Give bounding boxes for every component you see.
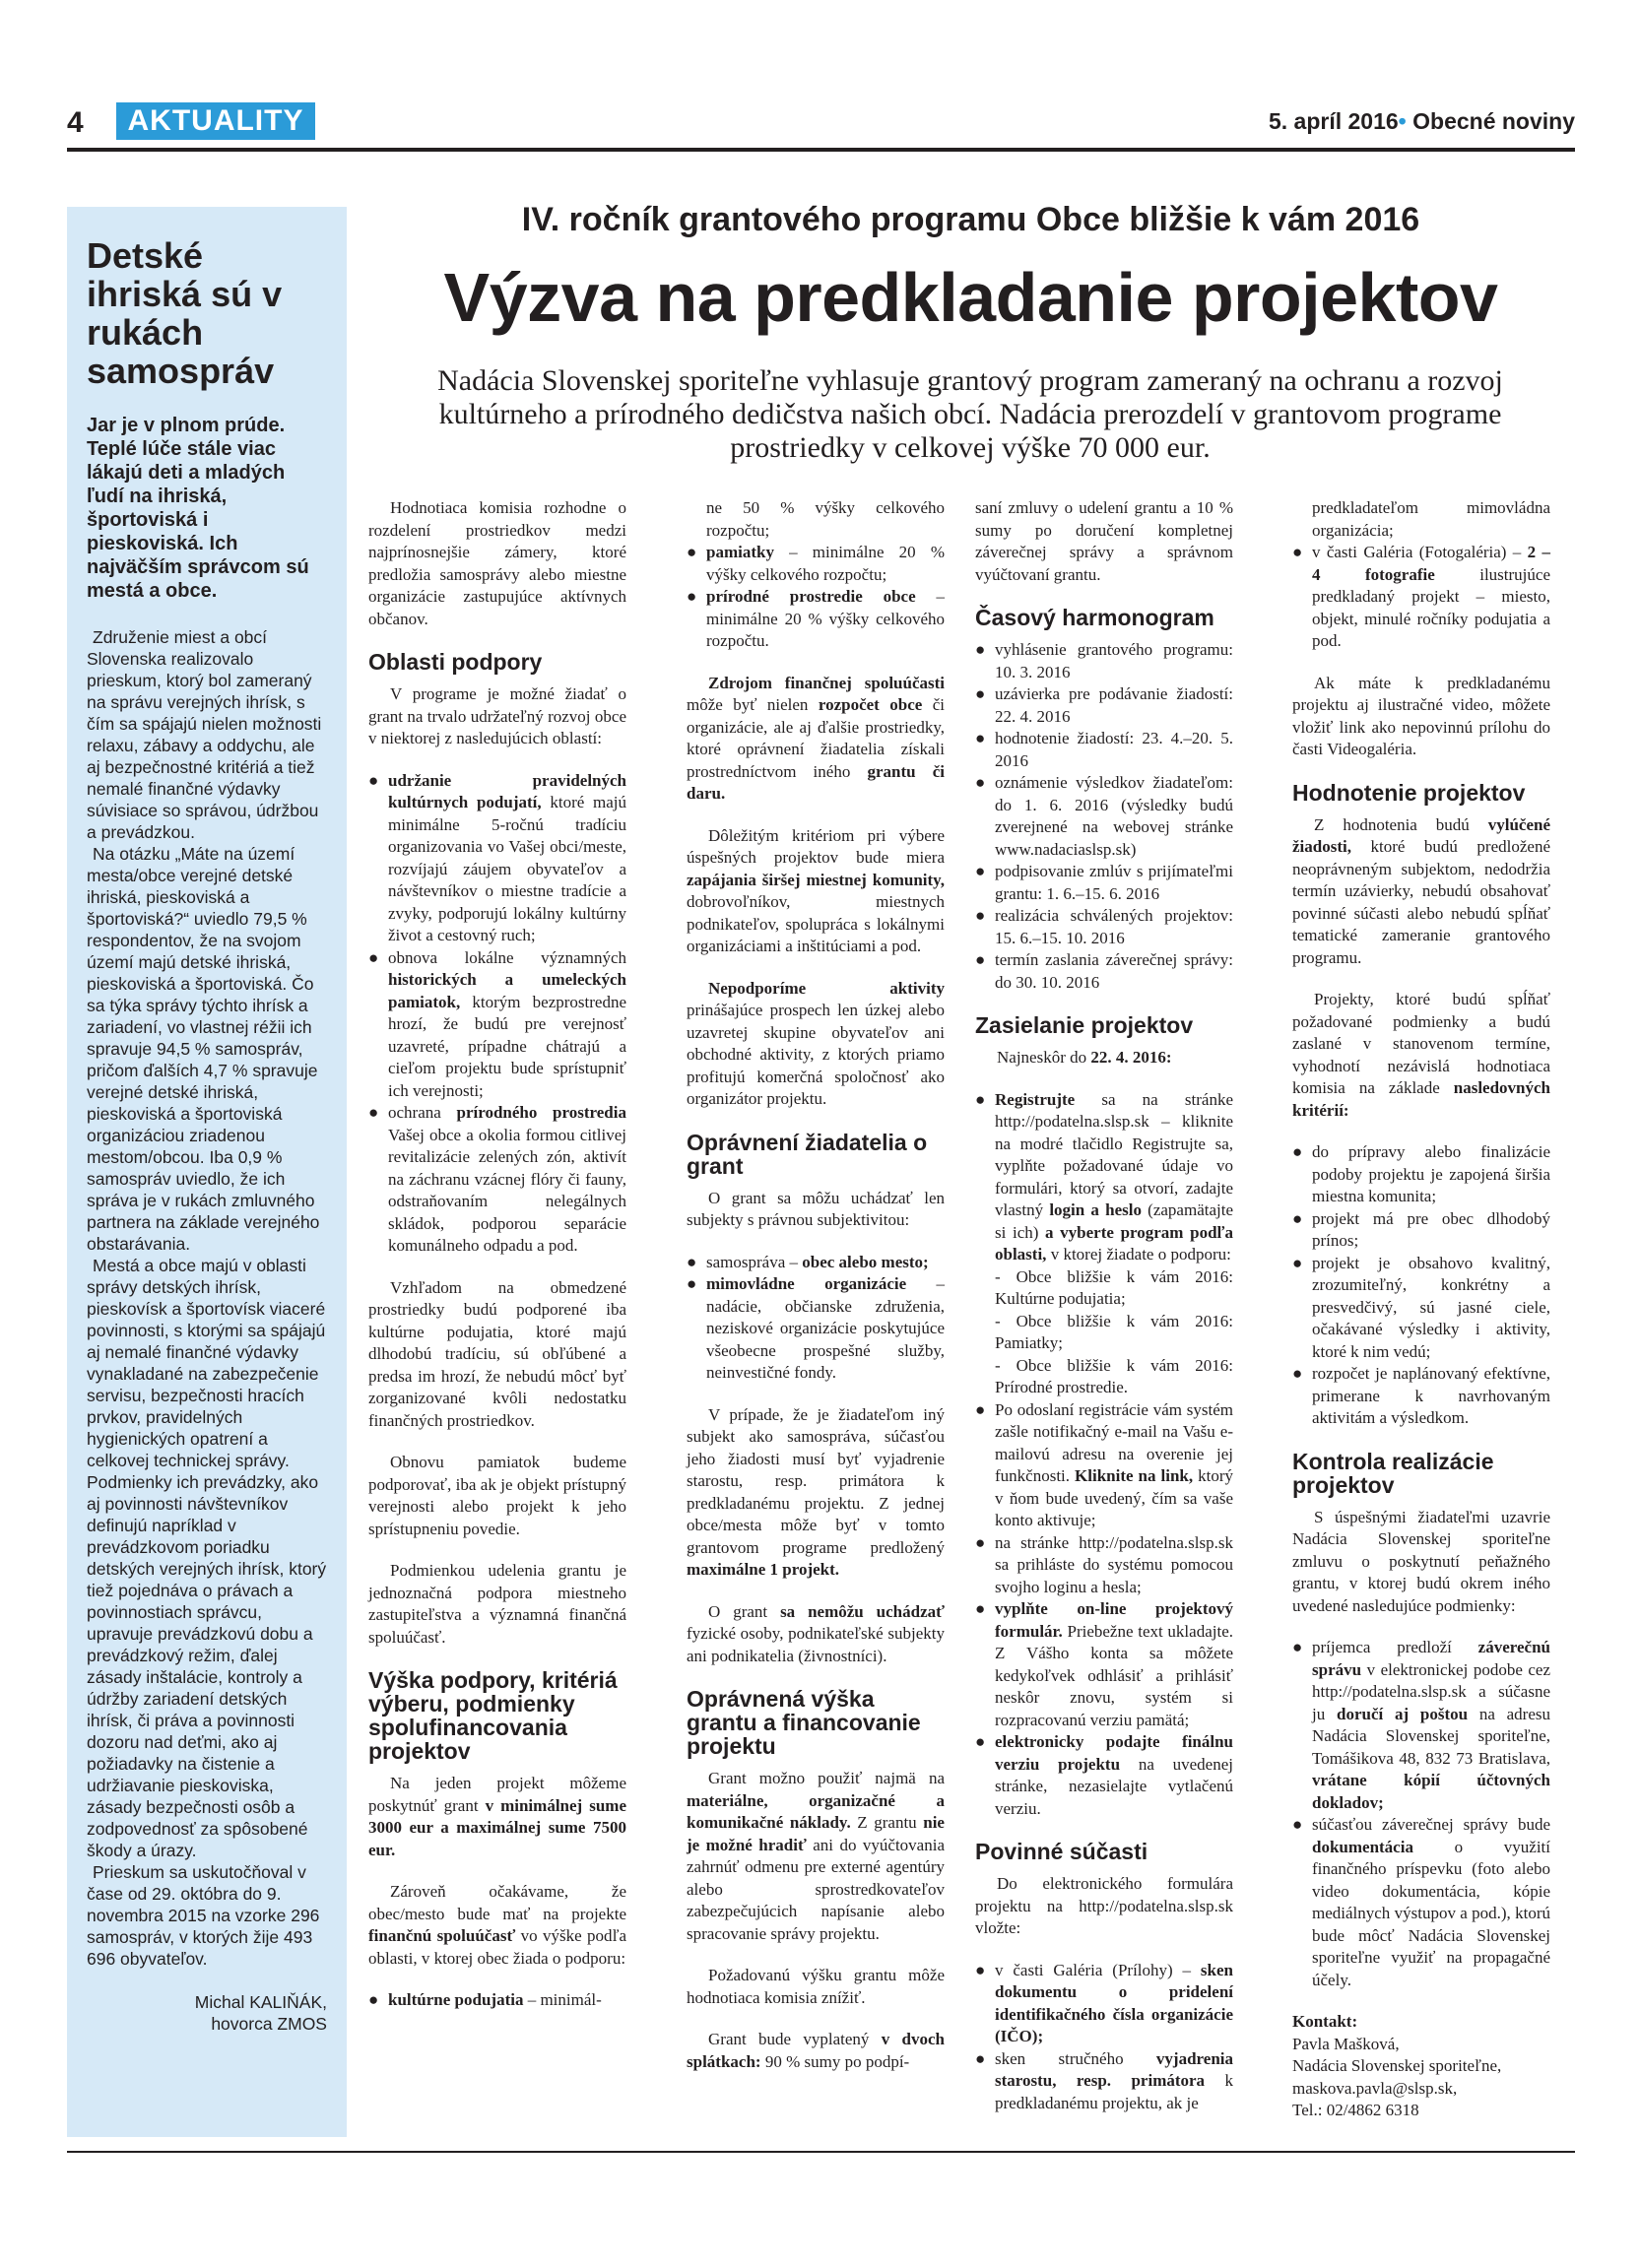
list-item — [368, 947, 626, 1103]
paragraph — [1292, 989, 1550, 1122]
text: (zapamätajte si ich) — [995, 1200, 1233, 1242]
subheading-oblasti: Oblasti podpory — [368, 649, 543, 675]
continued-text: ne 50 % výšky celkového rozpočtu; — [706, 498, 945, 540]
text: príjemca predloží — [1312, 1638, 1478, 1656]
bold-text: login a heslo — [1049, 1200, 1142, 1219]
bold-text: maximálne 1 projekt. — [687, 1560, 840, 1579]
text: sken stručného — [995, 2048, 1156, 2068]
article-kicker: IV. ročník grantového programu Obce bližšie k vám 2016 — [521, 201, 1420, 238]
text: obnova lokálne významných — [388, 947, 626, 967]
required-parts-list — [975, 1960, 1233, 2115]
paragraph: Ak máte k predkladanému projektu aj ilustračné video, môžete vložiť link ako nepovinnú prílohu do časti Videogaléria. — [1292, 673, 1550, 758]
text: ktorý v ňom bude uvedený, čím sa vaše konto aktivuje; — [995, 1466, 1233, 1529]
bold-text: prírodného prostredia — [456, 1103, 626, 1122]
text: vo výške podľa oblasti, v ktorej obec žiada o podporu: — [368, 1926, 626, 1968]
bold-text: Registrujte — [995, 1089, 1076, 1109]
paragraph: Vzhľadom na obmedzené prostriedky budú podporené iba kultúrne podujatia, ktoré majú dlhodobú tradíciu, sú obľúbené a predsa im hrozí, že nebudú môcť byť zorganizované kvôli nedostatku finančných prostriedkov. — [368, 1277, 626, 1430]
text: – minimálne 20 % výšky celkového rozpočtu. — [706, 587, 945, 650]
required-parts-list-cont — [1292, 542, 1550, 653]
text: v časti Galéria (Fotogaléria) – — [1312, 543, 1528, 561]
contact-label: Kontakt: — [1292, 2012, 1358, 2031]
list-item: ● na stránke http://podatelna.slsp.sk sa prihláste do systému pomocou svojho loginu a hesla; — [975, 1532, 1233, 1599]
bold-text: zapájania širšej miestnej komunity, — [687, 870, 945, 889]
list-item — [1292, 1814, 1550, 1991]
program-option: - Obce bližšie k vám 2016: Prírodné prostredie. — [995, 1355, 1233, 1396]
paragraph: O grant sa môžu uchádzať len subjekty s právnou subjektivitou: — [687, 1188, 945, 1229]
cofinancing-list — [368, 1989, 626, 2012]
sidebar-body — [87, 626, 327, 1970]
list-item — [687, 1273, 945, 1385]
text: môže byť nielen — [687, 695, 819, 714]
text: súčasťou záverečnej správy bude — [1312, 1815, 1550, 1834]
contact-line: Pavla Mašková, — [1292, 2034, 1400, 2053]
text: v elektronickej podobe cez http://podatelna.slsp.sk a súčasne ju — [1312, 1659, 1550, 1723]
paragraph — [687, 1601, 945, 1668]
list-item — [368, 770, 626, 947]
bold-text: obec alebo mesto; — [802, 1252, 929, 1271]
text: na uvedenej stránke, nezasielajte vytlačenú verziu. — [995, 1754, 1233, 1818]
author-name: Michal KALIŇÁK, — [194, 1992, 327, 2012]
text: Projekty, ktoré budú spĺňať požadované podmienky a budú zaslané v stanovenom termíne, vyhodnotí nezávislá hodnotiaca komisia na základe — [1292, 990, 1550, 1097]
paragraph — [687, 825, 945, 958]
list-item — [687, 542, 945, 586]
list-item: ● do prípravy alebo finalizácie podoby projektu je zapojená širšia miestna komunita; — [1292, 1141, 1550, 1208]
criteria-list — [1292, 1141, 1550, 1430]
text: samospráva – — [706, 1252, 803, 1271]
text: o využití finančného príspevku (foto alebo video dokumentácia, kópie mediálnych výstupov a pod.), ktorú bude môcť Nadácia Slovenskej sporiteľne využiť na propagačné účely. — [1312, 1837, 1550, 1989]
list-item — [975, 1731, 1233, 1820]
bold-text: Nepodporíme aktivity — [708, 978, 945, 998]
list-item: ● uzávierka pre podávanie žiadostí: 22. 4. 2016 — [975, 683, 1233, 728]
text: V prípade, že je žiadateľom iný subjekt ako samospráva, súčasťou jeho žiadosti musí byť vyjadrenie starostu, resp. primátora k predkladanému projektu. Z jednej obce/mesta môže byť v tomto grantovom programe predložený — [687, 1404, 945, 1557]
article-title: Výzva na predkladanie projektov — [443, 259, 1498, 336]
text: – minimál- — [523, 1990, 602, 2009]
header-rule — [67, 148, 1575, 152]
paragraph — [368, 1773, 626, 1861]
text: – nadácie, občianske združenia, neziskové organizácie poskytujúce všeobecne prospešné služby, neinvestičné fondy. — [706, 1274, 945, 1382]
list-item: ● podpisovanie zmlúv s prijímateľmi grantu: 1. 6.–15. 6. 2016 — [975, 861, 1233, 905]
list-item — [975, 1960, 1233, 2048]
subheading-hodnotenie: Hodnotenie projektov — [1292, 779, 1526, 806]
paragraph: V programe je možné žiadať o grant na trvalo udržateľný rozvoj obce v niektorej z nasledujúcich oblastí: — [368, 684, 626, 747]
subheading-harmonogram: Časový harmonogram — [975, 605, 1214, 630]
submission-steps-list-cont — [975, 1399, 1233, 1821]
sidebar-paragraph: Mestá a obce majú v oblasti správy detských ihrísk, pieskovísk a športovísk viaceré povinnosti, s ktorými sa spájajú aj nemalé finančné výdavky vynakladané na zabezpečenie servisu, bezpečnosti hracích prvkov, pravidelných hygienických opatrení a celkovej technickej správy. Podmienky ich prevádzky, ako aj povinnosti návštevníkov definujú napríklad v prevádzkovom poriadku detských verejných ihrísk, ktorý tiež pojednáva o právach a povinnostiach správcu, upravuje prevádzkovú dobu a prevádzkový režim, ďalej zásady inštalácie, kontroly a údržby zariadení detských ihrísk, či práva a povinnosti dozoru nad deťmi, ako aj požiadavky na čistenie a udržiavanie pieskoviska, zásady bezpečnosti osôb a zodpovednosť za spôsobené škody a úrazy. — [87, 1256, 327, 1860]
list-item — [687, 586, 945, 653]
text: ktorým bezprostredne hrozí, že budú pre verejnosť uzavreté, prípadne chátrajú a cieľom projektu bude sprístupniť ich verejnosti; — [388, 992, 626, 1100]
list-item: ● oznámenie výsledkov žiadateľom: do 1. 6. 2016 (výsledky budú zverejnené na webovej stránke www.nadaciaslsp.sk) — [975, 772, 1233, 861]
program-option: - Obce bližšie k vám 2016: Pamiatky; — [995, 1311, 1233, 1352]
list-item: ● hodnotenie žiadostí: 23. 4.–20. 5. 2016 — [975, 728, 1233, 772]
subheading-povinne: Povinné súčasti — [975, 1839, 1148, 1864]
list-item — [975, 1399, 1233, 1532]
list-item — [975, 2048, 1233, 2115]
bold-text: grantu či daru. — [687, 761, 945, 803]
text: ani do vyúčtovania zahrnúť odmenu pre externé agentúry alebo sprostredkovateľov zabezpečujúcich napísanie alebo spracovanie správy projektu. — [687, 1835, 945, 1943]
text: Zároveň očakávame, že obec/mesto bude mať na projekte — [368, 1882, 626, 1923]
text: v ktorej žiadate o podporu: — [1046, 1245, 1231, 1264]
text: v časti Galéria (Prílohy) – — [995, 1960, 1201, 1979]
bold-text: udržanie pravidelných kultúrnych podujatí, — [388, 770, 626, 811]
issue-date: 5. apríl 2016 — [1268, 108, 1399, 134]
sidebar-title: Detské ihriská sú v rukách samospráv — [87, 235, 283, 391]
support-areas-list — [368, 770, 626, 1258]
bold-text: finančnú spoluúčasť — [368, 1926, 516, 1945]
text: O grant — [708, 1601, 781, 1621]
conditions-list — [1292, 1637, 1550, 1991]
paragraph — [687, 673, 945, 806]
sidebar-paragraph: Združenie miest a obcí Slovenska realizovalo prieskum, ktorý bol zameraný na správu verejných ihrísk, s čím sa spájajú nielen možnosti relaxu, zábavy a oddychu, ale aj bezpečnostné kritériá a tiež nemalé finančné výdavky súvisiace so správou, údržbou a prevádzkou. — [87, 627, 322, 842]
article-lead: Nadácia Slovenskej sporiteľne vyhlasuje grantový program zameraný na ochranu a rozvoj kultúrneho a prírodného dedičstva našich obcí. Nadácia prerozdelí v grantovom programe prostriedky v celkovej výške 70 000 eur. — [437, 364, 1503, 464]
bold-text: nie je možné hradiť — [687, 1813, 945, 1854]
sidebar-box — [67, 207, 347, 2137]
text: Priebežne text ukladajte. Z Vášho konta sa môžete kedykoľvek odhlásiť a prihlásiť neskôr znovu, systém si rozpracovanú verziu pamätá; — [995, 1621, 1233, 1729]
schedule-list — [975, 639, 1233, 994]
paragraph: Podmienkou udelenia grantu je jednoznačná podpora miestneho zastupiteľstva a významná finančná spoluúčasť. — [368, 1561, 626, 1647]
article-column-2 — [687, 497, 945, 2093]
bold-text: v minimálnej sume 3000 eur a maximálnej sume 7500 eur. — [368, 1795, 626, 1859]
sidebar-author — [87, 1991, 327, 2035]
bold-text: materiálne, organizačné a komunikačné náklady. — [687, 1790, 945, 1832]
cofinancing-list-cont — [687, 542, 945, 653]
sidebar-paragraph: Na otázku „Máte na území mesta/obce verejné detské ihriská, pieskoviská a športoviská?“ uviedlo 79,5 % respondentov, že na svojom území majú detské ihriská, pieskoviská a športoviská. Čo sa týka správy týchto ihrísk a zariadení, vo vlastnej réžii ich spravuje 94,5 % samospráv, pričom ďalších 4,7 % spravuje verejné detské ihriská, pieskoviská a športoviská organizáciou zriadenou mestom/obcou. Iba 0,9 % samospráv uviedlo, že ich správa je v rukách zmluvného partnera na základe verejného obstarávania. — [87, 844, 320, 1254]
list-item: ● realizácia schválených projektov: 15. 6.–15. 10. 2016 — [975, 905, 1233, 949]
paragraph — [687, 2029, 945, 2073]
paragraph — [687, 1768, 945, 1945]
text: ilustrujúce predkladaný projekt – miesto, objekt, minulé ročníky podujatia a pod. — [1312, 564, 1550, 650]
list-item: ● rozpočet je naplánovaný efektívne, primerane k navrhovaným aktivitám a výsledkom. — [1292, 1363, 1550, 1430]
text: ktoré budú predložené neoprávneným subjektom, nedodržia termín uzávierky, nebudú obsahovať povinné súčasti alebo nebudú spĺňať tematické zameranie grantového programu. — [1292, 837, 1550, 967]
eligible-applicants-list — [687, 1252, 945, 1385]
paragraph — [1292, 814, 1550, 970]
submission-steps-list — [975, 1089, 1233, 1266]
separator-dot: • — [1398, 108, 1407, 134]
bold-text: Kliknite na link, — [1075, 1466, 1194, 1485]
bold-text: elektronicky podajte finálnu verziu projektu — [995, 1732, 1233, 1774]
bold-text: vyjadrenia starostu, resp. primátora — [995, 2048, 1233, 2090]
subheading-opravneni: Oprávnení žiadatelia o grant — [687, 1129, 928, 1179]
list-item — [1292, 542, 1550, 653]
text: Grant bude vyplatený — [708, 2030, 882, 2048]
list-item: ● vyhlásenie grantového programu: 10. 3. 2016 — [975, 639, 1233, 683]
program-option: - Obce bližšie k vám 2016: Kultúrne podujatia; — [995, 1266, 1233, 1308]
bold-text: a vyberte program podľa oblasti, — [995, 1222, 1233, 1264]
list-item — [687, 1252, 945, 1274]
list-item — [1292, 1637, 1550, 1814]
list-item — [368, 1989, 626, 2012]
contact-block — [1292, 2011, 1550, 2122]
section-label: AKTUALITY — [116, 102, 315, 140]
text: prinášajúce prospech len úzkej alebo uzavretej skupine obyvateľov ani obchodné aktivity, z ktorých priamo profitujú komerčná spoločnosť ako organizátor projektu. — [687, 1001, 945, 1108]
article-column-1 — [368, 497, 626, 2032]
bold-text: 22. 4. 2016: — [1090, 1048, 1172, 1067]
issue-info — [1269, 108, 1575, 135]
contact-email[interactable]: maskova.pavla@slsp.sk, — [1292, 2078, 1458, 2098]
bold-text: vylúčené žiadosti, — [1292, 814, 1550, 856]
text: sa na stránke http://podatelna.slsp.sk – kliknite na modré tlačidlo Registrujte sa, vyplňte požadované údaje vo formulári, ktorý sa otvorí, zadajte vlastný — [995, 1089, 1233, 1219]
paragraph — [687, 978, 945, 1111]
text: Z hodnotenia budú — [1314, 814, 1488, 834]
list-item: ● projekt má pre obec dlhodobý prínos; — [1292, 1208, 1550, 1253]
article-column-3 — [975, 497, 1233, 2134]
text: ktoré majú minimálne 5-ročnú tradíciu organizovania vo Vašej obci/meste, rozvíjajú záujem obyvateľov a návštevníkov o miestne tradície a zvyky, podporujú lokálny kultúrny život a cestovný ruch; — [388, 793, 626, 944]
bold-text: sa nemôžu uchádzať — [780, 1601, 945, 1621]
bold-text: vrátane kópií účtovných dokladov; — [1312, 1771, 1550, 1812]
text: ochrana — [388, 1103, 457, 1122]
paragraph: Obnovu pamiatok budeme podporovať, iba ak je objekt prístupný verejnosti alebo projekt k jeho sprístupneniu povedie. — [368, 1453, 626, 1538]
continued-text: predkladateľom mimovládna organizácia; — [1312, 498, 1550, 540]
subheading-zasielanie: Zasielanie projektov — [975, 1012, 1194, 1038]
text: Dôležitým kritériom pri výbere úspešných projektov bude miera — [687, 825, 945, 867]
subheading-opravnena-vyska: Oprávnená výška grantu a financovanie projektu — [687, 1686, 921, 1759]
article-column-4 — [1292, 497, 1550, 2122]
paragraph — [975, 1047, 1233, 1069]
subheading-vyska: Výška podpory, kritériá výberu, podmienky spolufinancovania projektov — [368, 1667, 618, 1764]
bold-text: mimovládne organizácie — [706, 1274, 907, 1293]
bold-text: dokumentácia — [1312, 1837, 1413, 1856]
text: 90 % sumy po podpí- — [760, 2051, 910, 2071]
text: Grant možno použiť najmä na — [708, 1769, 945, 1787]
text: Na jeden projekt môžeme poskytnúť grant — [368, 1774, 626, 1815]
list-item — [975, 1598, 1233, 1731]
sidebar-lead: Jar je v plnom prúde. Teplé lúče stále viac lákajú deti a mladých ľudí na ihriská, športoviská i pieskoviská. Ich najväčším správcom sú mestá a obce. — [87, 415, 309, 602]
paragraph — [687, 1404, 945, 1582]
text: či organizácie, ale aj ďalšie prostriedky, ktoré oprávnení žiadatelia získali prostredníctvom iného — [687, 695, 945, 781]
list-item — [975, 1089, 1233, 1266]
bold-text: rozpočet obce — [818, 695, 923, 714]
bold-text: Zdrojom finančnej spoluúčasti — [708, 673, 945, 692]
bold-text: prírodné prostredie obce — [706, 587, 916, 606]
contact-phone: Tel.: 02/4862 6318 — [1292, 2101, 1419, 2119]
bold-text: záverečnú správu — [1312, 1638, 1550, 1679]
bold-text: pamiatky — [706, 543, 774, 561]
bold-text: v dvoch splátkach: — [687, 2030, 945, 2071]
bold-text: historických a umeleckých pamiatok, — [388, 970, 626, 1011]
text: – minimálne 20 % výšky celkového rozpočtu; — [706, 543, 945, 584]
text: fyzické osoby, podnikateľské subjekty ani podnikatelia (živnostníci). — [687, 1624, 945, 1665]
list-item — [368, 1102, 626, 1258]
bold-text: kultúrne podujatia — [388, 1990, 524, 2009]
text: k predkladanému projektu, ak je — [995, 2071, 1233, 2112]
publication-name: Obecné noviny — [1412, 108, 1575, 134]
text: dobrovoľníkov, miestnych podnikateľov, spolupráca s lokálnymi organizáciami a inštitúciami a pod. — [687, 892, 945, 955]
page-number: 4 — [67, 106, 84, 139]
program-options — [975, 1266, 1233, 1399]
bold-text: doručí aj poštou — [1336, 1704, 1469, 1723]
paragraph: Do elektronického formulára projektu na http://podatelna.slsp.sk vložte: — [975, 1874, 1233, 1937]
contact-line: Nadácia Slovenskej sporiteľne, — [1292, 2056, 1502, 2075]
paragraph — [368, 1881, 626, 1970]
text: Z grantu — [850, 1813, 924, 1832]
bold-text: 2 – 4 fotografie — [1312, 543, 1551, 584]
text: na adresu Nadácia Slovenskej sporiteľne, Tomášikova 48, 832 73 Bratislava, — [1312, 1704, 1550, 1768]
subheading-kontrola: Kontrola realizácie projektov — [1292, 1448, 1494, 1498]
bold-text: vyplňte on-line projektový formulár. — [995, 1599, 1233, 1641]
continued-text: saní zmluvy o udelení grantu a 10 % sumy po doručení kompletnej záverečnej správy a správnom vyúčtovaní grantu. — [975, 498, 1233, 584]
paragraph: S úspešnými žiadateľmi uzavrie Nadácia Slovenskej sporiteľne zmluvu o poskytnutí peňažného grantu, v ktorej budú okrem iného uvedené nasledujúce podmienky: — [1292, 1507, 1550, 1615]
text: Vašej obce a okolia formou citlivej revitalizácie zelených zón, aktivít na záchranu vzácnej flóry či fauny, odstraňovaním nelegálnych skládok, podporou separácie komunálneho odpadu a pod. — [388, 1125, 626, 1255]
list-item: ● projekt je obsahovo kvalitný, zrozumiteľný, konkrétny a presvedčivý, sú jasné ciele, očakávané výsledky i aktivity, ktoré k nim vedú; — [1292, 1253, 1550, 1364]
footer-rule — [67, 2151, 1575, 2153]
author-role: hovorca ZMOS — [211, 2014, 327, 2034]
sidebar-paragraph: Prieskum sa uskutočňoval v čase od 29. októbra do 9. novembra 2015 na vzorke 296 samospráv, v ktorých žije 493 696 obyvateľov. — [87, 1862, 320, 1969]
text: Po odoslaní registrácie vám systém zašle notifikačný e-mail na Vašu e-mailovú adresu na overenie jej funkčnosti. — [995, 1399, 1233, 1485]
paragraph: Požadovanú výšku grantu môže hodnotiaca komisia znížiť. — [687, 1966, 945, 2007]
paragraph: Hodnotiaca komisia rozhodne o rozdelení prostriedkov medzi najprínosnejšie zámery, ktoré predložia samosprávy alebo miestne organizácie zastupujúce aktívnych občanov. — [368, 498, 626, 628]
text: Najneskôr do — [997, 1048, 1091, 1067]
list-item: ● termín zaslania záverečnej správy: do 30. 10. 2016 — [975, 949, 1233, 994]
bold-text: nasledovných kritérií: — [1292, 1078, 1550, 1120]
bold-text: sken dokumentu o pridelení identifikačného čísla organizácie (IČO); — [995, 1960, 1233, 2045]
